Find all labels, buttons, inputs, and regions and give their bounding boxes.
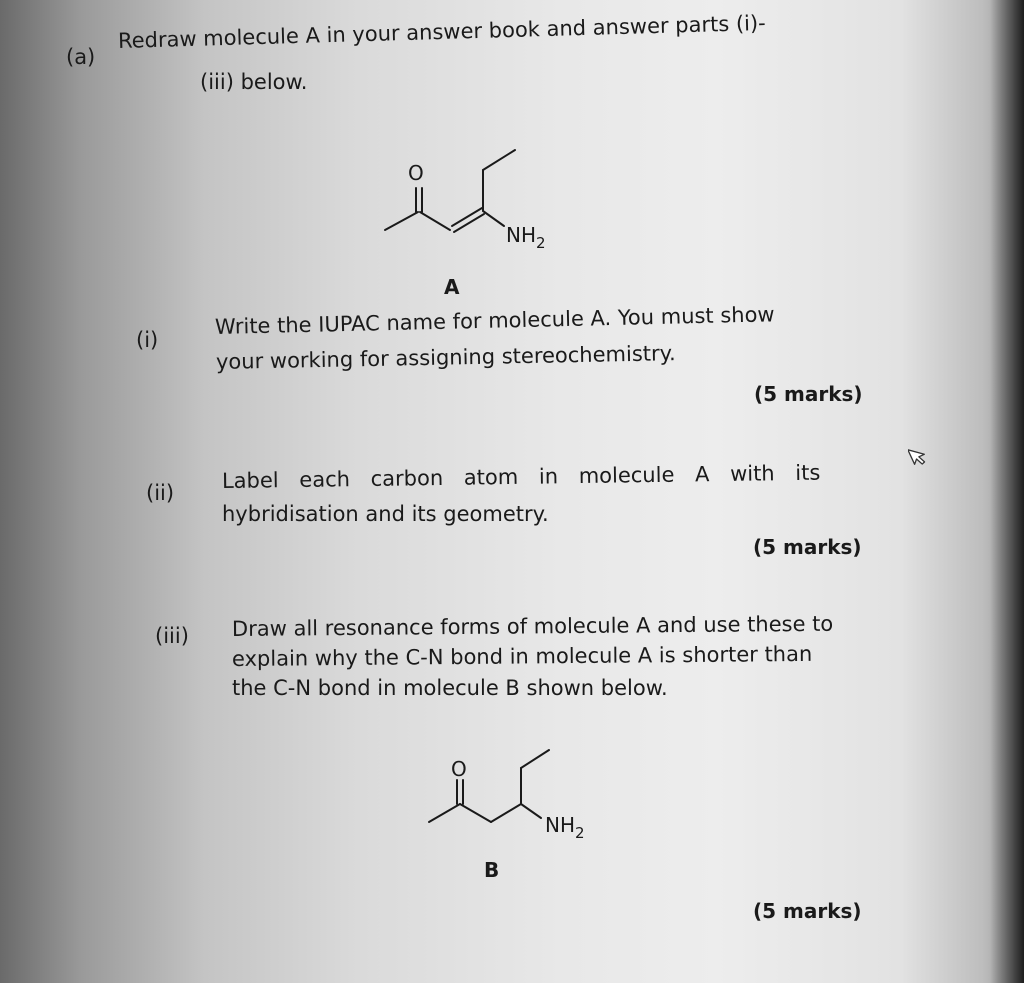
q3-line-1: Draw all resonance forms of molecule A and use these to: [231, 611, 834, 641]
part-a-line-1: Redraw molecule A in your answer book and answer parts (i)-: [117, 10, 767, 53]
q1-label: (i): [136, 328, 159, 352]
part-a-label: (a): [66, 45, 96, 69]
q3-label: (iii): [155, 624, 189, 648]
part-a-line-2: (iii) below.: [200, 70, 308, 94]
molecule-a-ethyl-bond-2: [483, 150, 515, 170]
molecule-b-nitrogen: NH: [545, 813, 575, 837]
q3-marks: (5 marks): [753, 899, 862, 923]
molecule-b-ethyl-bond-2: [521, 750, 549, 768]
q3-line-2: explain why the C-N bond in molecule A is shorter than: [231, 641, 813, 671]
svg-text:NH2: [545, 813, 585, 842]
q1-line-2: your working for assigning stereochemistry.: [215, 341, 676, 374]
molecule-a-nitrogen: NH: [506, 223, 536, 247]
q2-line-2: hybridisation and its geometry.: [222, 502, 549, 526]
molecule-a-nitrogen-subscript: 2: [536, 234, 546, 252]
q2-line-1: Label each carbon atom in molecule A with its: [221, 460, 821, 493]
molecule-b-structure: [415, 740, 615, 850]
molecule-b-ch2-bond: [460, 804, 491, 822]
molecule-a-oxygen: O: [408, 161, 424, 185]
q1-line-1: Write the IUPAC name for molecule A. You must show: [214, 302, 775, 339]
molecule-b-ch-bond: [491, 804, 521, 822]
q2-marks: (5 marks): [753, 535, 862, 559]
molecule-a-alkene-bond-1: [420, 212, 450, 230]
molecule-a-cn-bond: [483, 211, 504, 226]
screen-edge-shadow: [990, 0, 1024, 983]
molecule-a-structure: [370, 140, 590, 270]
molecule-b-methyl-bond: [429, 804, 460, 822]
q3-line-3: the C-N bond in molecule B shown below.: [232, 676, 668, 700]
molecule-b-cn-bond: [521, 804, 541, 818]
molecule-a-label: A: [444, 275, 460, 299]
molecule-a-methyl-bond: [385, 212, 418, 230]
molecule-b-label: B: [484, 858, 500, 882]
molecule-b-nitrogen-subscript: 2: [575, 824, 585, 842]
molecule-b-oxygen: O: [451, 757, 467, 781]
q2-label: (ii): [146, 481, 175, 505]
q1-marks: (5 marks): [754, 382, 863, 406]
svg-text:NH2: [506, 223, 546, 252]
mouse-pointer-icon: [908, 443, 930, 469]
